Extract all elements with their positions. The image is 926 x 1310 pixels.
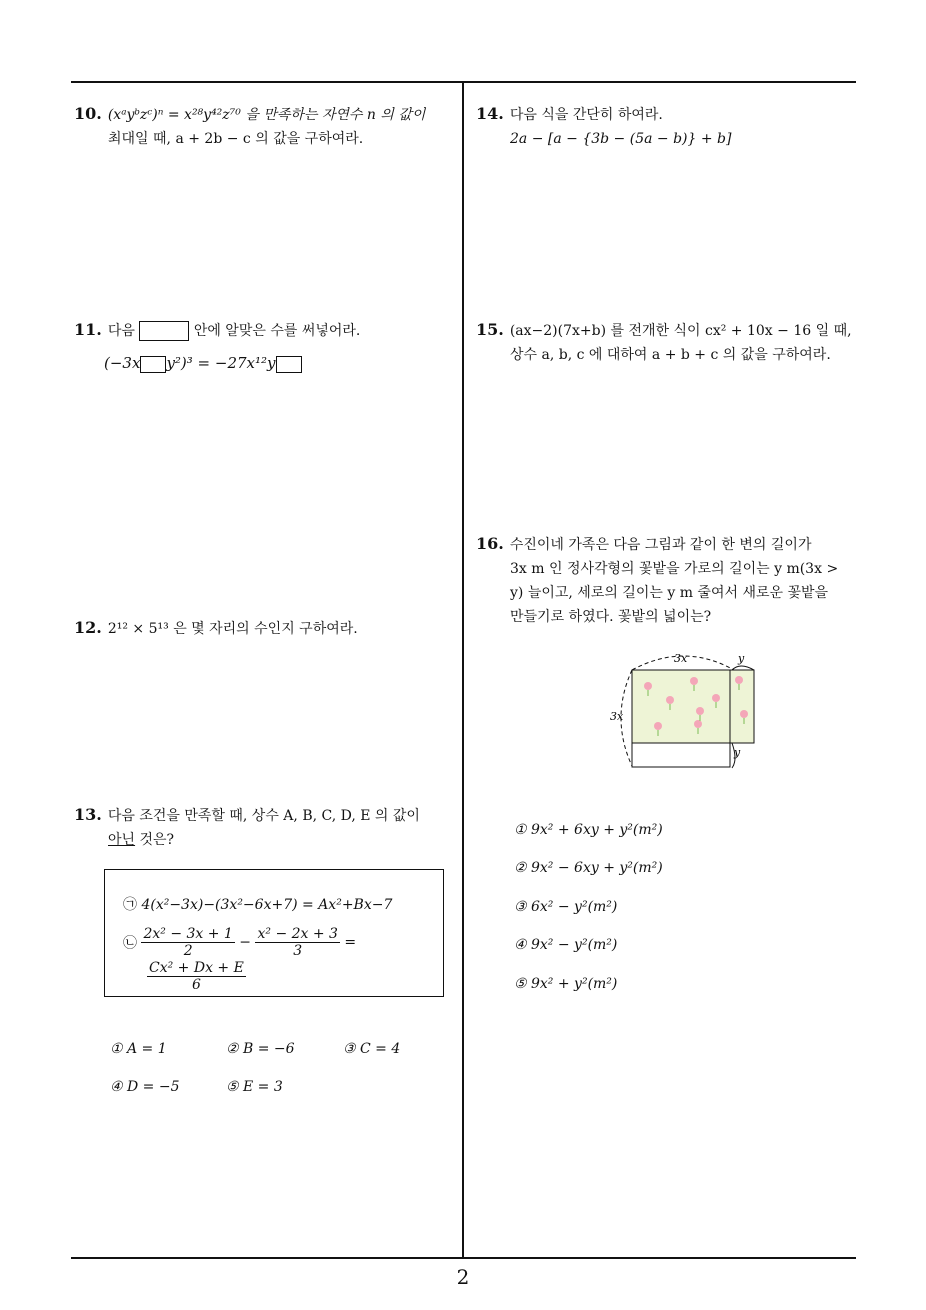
page-number: 2 [456, 1265, 470, 1289]
condition-mark: ㉠ [123, 897, 137, 913]
expression: 2a − [a − {3b − (5a − b)} + b] [510, 131, 732, 147]
fraction-3: $\frac{\text{Cx² + Dx + E}}{6}$ [149, 960, 244, 993]
fraction-1: $\frac{\text{2x² − 3x + 1}}{2}$ [143, 926, 233, 959]
choice-2[interactable]: ② 9x² − 6xy + y²(m²) [514, 860, 663, 876]
question-text: 안에 알맞은 수를 써넣어라. [193, 323, 361, 339]
choice-5[interactable]: ⑤ 9x² + y²(m²) [514, 976, 618, 992]
question-12 [74, 616, 358, 641]
question-number: 13. [74, 805, 102, 824]
garden-figure [604, 648, 764, 774]
question-text: 3x m 인 정사각형의 꽃밭을 가로의 길이는 y m(3x > [510, 561, 839, 577]
question-number: 10. [74, 104, 102, 123]
choice-2[interactable]: ② B = −6 [226, 1041, 295, 1057]
garden-square [632, 670, 730, 743]
exponent-blank [140, 356, 166, 373]
question-number: 11. [74, 320, 102, 339]
question-text: 만들기로 하였다. 꽃밭의 넓이는? [510, 609, 712, 625]
question-text: 수진이네 가족은 다음 그림과 같이 한 변의 길이가 [509, 537, 812, 553]
minus-sign: − [239, 934, 252, 951]
column-divider [462, 83, 464, 1259]
question-number: 16. [476, 534, 504, 553]
question-text: (xᵃyᵇzᶜ)ⁿ = x²⁸y⁴²z⁷⁰ 을 만족하는 자연수 n 의 값이 [107, 107, 426, 123]
question-text: 다음 식을 간단히 하여라. [509, 107, 663, 123]
label-left: 3x [610, 710, 624, 723]
label-y-right: y [734, 746, 741, 759]
question-10 [74, 102, 425, 151]
question-number: 12. [74, 618, 102, 637]
question-text: 다음 [107, 323, 135, 339]
condition-mark: ㉡ [123, 935, 137, 952]
choice-4[interactable]: ④ D = −5 [110, 1079, 180, 1095]
question-text: 최대일 때, a + 2b − c 의 값을 구하여라. [108, 131, 364, 147]
emphasis-text: 아닌 [108, 832, 136, 848]
removed-strip [632, 743, 730, 767]
choice-5[interactable]: ⑤ E = 3 [226, 1079, 283, 1095]
condition-1: 4(x²−3x)−(3x²−6x+7) = Ax²+Bx−7 [141, 897, 393, 913]
question-text: 다음 조건을 만족할 때, 상수 A, B, C, D, E 의 값이 [107, 808, 420, 824]
condition-box [104, 869, 444, 997]
equals-sign: = [344, 934, 357, 951]
bottom-rule [71, 1257, 856, 1259]
question-text: 2¹² × 5¹³ 은 몇 자리의 수인지 구하여라. [107, 621, 358, 637]
expression-part: (−3x [104, 354, 141, 372]
answer-blank [139, 321, 189, 341]
expression-part: y²)³ = −27x¹²y [166, 354, 276, 372]
question-number: 14. [476, 104, 504, 123]
question-15 [476, 318, 852, 367]
choice-4[interactable]: ④ 9x² − y²(m²) [514, 937, 618, 953]
choice-1[interactable]: ① 9x² + 6xy + y²(m²) [514, 822, 663, 838]
choice-3[interactable]: ③ 6x² − y²(m²) [514, 899, 618, 915]
question-text: y) 늘이고, 세로의 길이는 y m 줄여서 새로운 꽃밭을 [510, 585, 829, 601]
choice-1[interactable]: ① A = 1 [110, 1041, 167, 1057]
label-y-top: y [738, 652, 745, 665]
exponent-blank [276, 356, 302, 373]
label-top: 3x [674, 652, 688, 665]
question-text: 상수 a, b, c 에 대하여 a + b + c 의 값을 구하여라. [510, 347, 831, 363]
question-13 [74, 803, 420, 852]
question-16 [476, 532, 838, 629]
question-text: (ax−2)(7x+b) 를 전개한 식이 cx² + 10x − 16 일 때, [509, 323, 852, 339]
fraction-2: $\frac{\text{x² − 2x + 3}}{3}$ [257, 926, 338, 959]
question-14 [476, 102, 731, 151]
choice-3[interactable]: ③ C = 4 [343, 1041, 401, 1057]
question-text: 것은? [135, 832, 175, 848]
question-number: 15. [476, 320, 504, 339]
question-11 [74, 318, 360, 375]
